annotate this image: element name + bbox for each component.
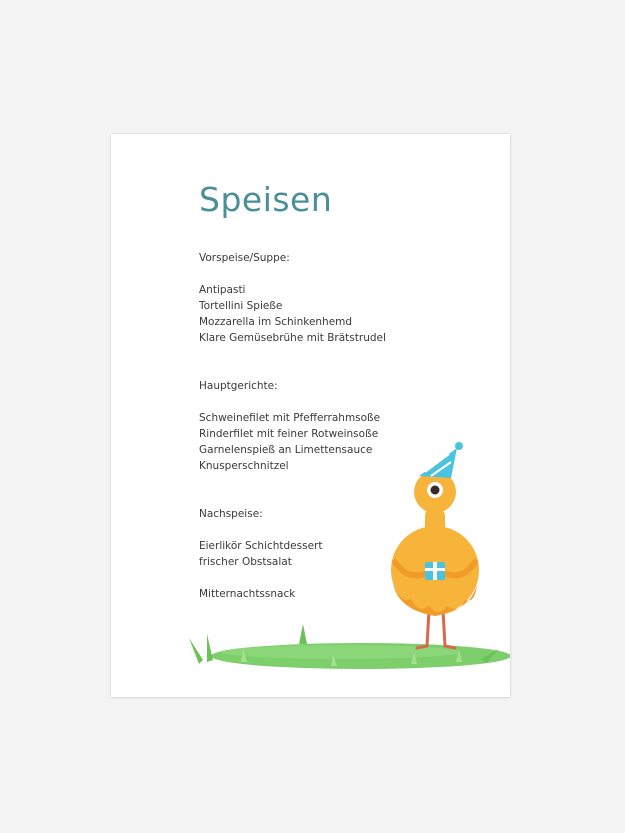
menu-item: Tortellini Spieße (199, 300, 283, 312)
menu-item-midnight-snack: Mitternachtssnack (199, 588, 296, 600)
menu-item: Klare Gemüsebrühe mit Brätstrudel (199, 332, 386, 344)
section-heading-mains: Hauptgerichte: (199, 380, 278, 392)
menu-item: frischer Obstsalat (199, 556, 292, 568)
menu-card (111, 134, 510, 697)
section-starters (199, 250, 429, 346)
section-heading-starters: Vorspeise/Suppe: (199, 252, 290, 264)
menu-item: Eierlikör Schichtdessert (199, 540, 323, 552)
menu-item: Antipasti (199, 284, 246, 296)
grass-blade-icon (189, 638, 203, 664)
menu-item: Garnelenspieß an Limettensauce (199, 444, 373, 456)
section-heading-desserts: Nachspeise: (199, 508, 263, 520)
menu-item: Rinderfilet mit feiner Rotweinsoße (199, 428, 379, 440)
menu-item: Schweinefilet mit Pfefferrahmsoße (199, 412, 381, 424)
menu-item: Mozzarella im Schinkenhemd (199, 316, 353, 328)
menu-item: Knusperschnitzel (199, 460, 289, 472)
menu-title: Speisen (199, 180, 333, 219)
monster-character-icon (181, 434, 510, 697)
